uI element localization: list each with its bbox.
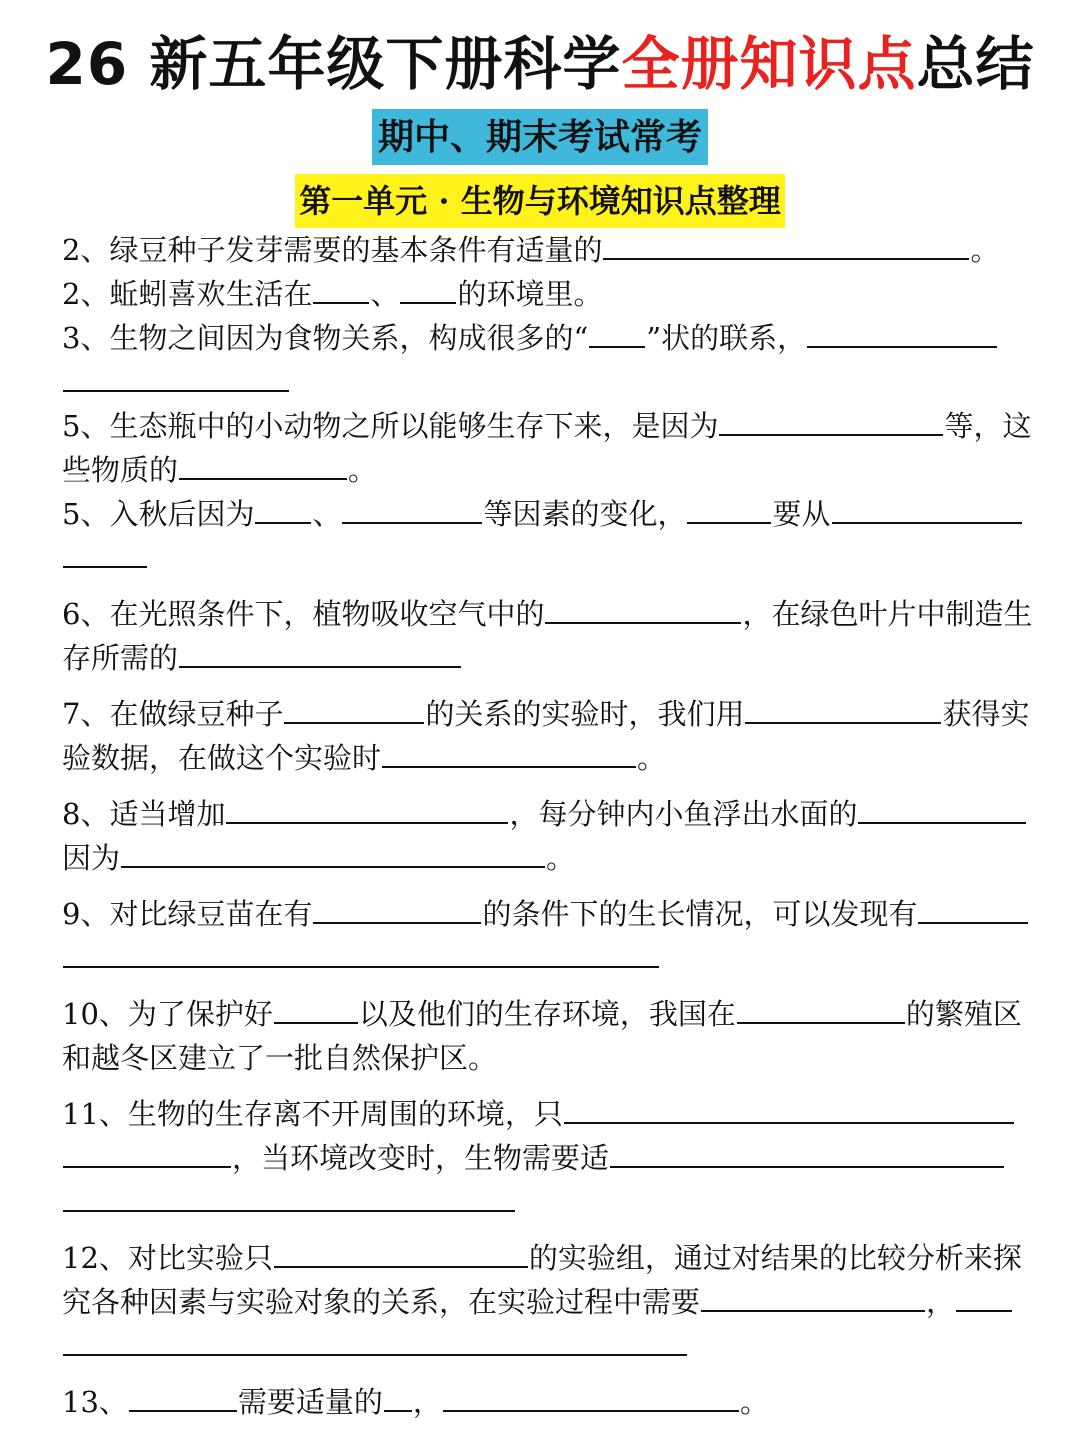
answer-blank[interactable] xyxy=(255,492,311,524)
answer-blank[interactable] xyxy=(400,272,456,304)
answer-blank[interactable] xyxy=(610,1136,1004,1168)
answer-blank[interactable] xyxy=(63,536,147,568)
question-line: 5、入秋后因为 、 等因素的变化， 要从 xyxy=(62,492,1023,536)
question-line: 验数据，在做这个实验时 。 xyxy=(62,736,666,780)
question-line: 7、在做绿豆种子 的关系的实验时，我们用 获得实 xyxy=(62,692,1029,736)
question-line: 13、 需要适量的 ， 。 xyxy=(62,1380,769,1424)
answer-blank[interactable] xyxy=(129,1380,237,1412)
question-line: ，当环境改变时，生物需要适 xyxy=(62,1136,1005,1180)
answer-blank[interactable] xyxy=(443,1380,739,1412)
continuation-line xyxy=(62,936,660,980)
continuation-line xyxy=(62,536,148,580)
answer-blank[interactable] xyxy=(545,592,741,624)
answer-blank[interactable] xyxy=(284,692,424,724)
question-line: 6、在光照条件下，植物吸收空气中的 ，在绿色叶片中制造生 xyxy=(62,592,1032,636)
question-line: 存所需的 xyxy=(62,636,462,680)
question-line: 2、绿豆种子发芽需要的基本条件有适量的 。 xyxy=(62,228,999,272)
answer-blank[interactable] xyxy=(313,272,369,304)
answer-blank[interactable] xyxy=(342,492,482,524)
unit-heading-banner xyxy=(0,174,1080,234)
question-line: 12、对比实验只 的实验组，通过对结果的比较分析来探 xyxy=(62,1236,1022,1280)
title-highlight: 全册知识点 xyxy=(621,30,917,98)
answer-blank[interactable] xyxy=(274,992,358,1024)
question-line: 11、生物的生存离不开周围的环境，只 xyxy=(62,1092,1015,1136)
answer-blank[interactable] xyxy=(858,792,1026,824)
answer-blank[interactable] xyxy=(63,1324,687,1356)
question-line: 和越冬区建立了一批自然保护区。 xyxy=(62,1041,498,1075)
answer-blank[interactable] xyxy=(832,492,1022,524)
answer-blank[interactable] xyxy=(737,992,905,1024)
answer-blank[interactable] xyxy=(313,892,481,924)
question-line: 2、蚯蚓喜欢生活在 、 的环境里。 xyxy=(62,272,602,316)
question-line: 些物质的 。 xyxy=(62,448,377,492)
answer-blank[interactable] xyxy=(745,692,941,724)
subtitle-text: 期中、期末考试常考 xyxy=(372,109,708,165)
answer-blank[interactable] xyxy=(63,1180,515,1212)
question-line: 究各种因素与实验对象的关系，在实验过程中需要 ， xyxy=(62,1280,1013,1324)
unit-heading-text: 第一单元 · 生物与环境知识点整理 xyxy=(295,174,784,228)
question-line: 5、生态瓶中的小动物之所以能够生存下来，是因为 等，这 xyxy=(62,404,1031,448)
answer-blank[interactable] xyxy=(807,316,997,348)
answer-blank[interactable] xyxy=(384,1380,412,1412)
question-line: 9、对比绿豆苗在有 的条件下的生长情况，可以发现有 xyxy=(62,892,1029,936)
question-line: 因为 。 xyxy=(62,836,575,880)
answer-blank[interactable] xyxy=(589,316,645,348)
answer-blank[interactable] xyxy=(63,1136,231,1168)
answer-blank[interactable] xyxy=(63,360,289,392)
answer-blank[interactable] xyxy=(918,892,1028,924)
answer-blank[interactable] xyxy=(701,1280,925,1312)
continuation-line xyxy=(62,360,290,404)
question-line: 8、适当增加 ，每分钟内小鱼浮出水面的 xyxy=(62,792,1027,836)
subtitle-banner xyxy=(0,109,1080,172)
answer-blank[interactable] xyxy=(956,1280,1012,1312)
question-line: 10、为了保护好 以及他们的生存环境，我国在 的繁殖区 xyxy=(62,992,1022,1036)
answer-blank[interactable] xyxy=(382,736,636,768)
answer-blank[interactable] xyxy=(226,792,508,824)
question-line: 3、生物之间因为食物关系，构成很多的“ ”状的联系， xyxy=(62,316,998,360)
answer-blank[interactable] xyxy=(603,228,969,260)
continuation-line xyxy=(62,1324,688,1368)
answer-blank[interactable] xyxy=(719,404,943,436)
continuation-line xyxy=(62,1180,516,1224)
answer-blank[interactable] xyxy=(179,448,347,480)
answer-blank[interactable] xyxy=(179,636,461,668)
answer-blank[interactable] xyxy=(121,836,545,868)
answer-blank[interactable] xyxy=(63,936,659,968)
answer-blank[interactable] xyxy=(687,492,771,524)
answer-blank[interactable] xyxy=(564,1092,1014,1124)
page-title: 26 新五年级下册科学全册知识点总结 xyxy=(45,30,1035,98)
answer-blank[interactable] xyxy=(274,1236,528,1268)
